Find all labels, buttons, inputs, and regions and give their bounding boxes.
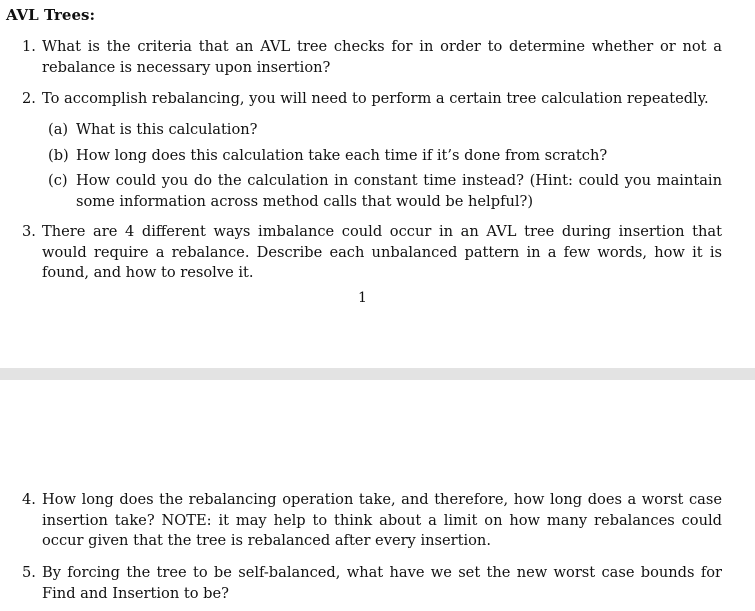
subpart-label: (c) — [48, 172, 68, 189]
question-2c — [48, 171, 722, 212]
question-text: What is the criteria that an AVL tree checks for in order to determine whether or not a rebalance is necessary upon insertion? — [42, 38, 722, 76]
question-text: To accomplish rebalancing, you will need to perform a certain tree calculation repeatedly. — [42, 90, 709, 107]
document-page-2 — [0, 380, 755, 611]
page-number: 1 — [358, 290, 367, 306]
question-2 — [22, 89, 722, 110]
question-text: There are 4 different ways imbalance could occur in an AVL tree during insertion that would require a rebalance. Describe each unbalanced pattern in a few words, how it is found, and how to resolve it. — [42, 223, 722, 281]
subpart-text: What is this calculation? — [76, 121, 258, 138]
question-number: 5. — [22, 564, 36, 581]
question-number: 3. — [22, 223, 36, 240]
subpart-label: (a) — [48, 121, 69, 138]
question-text: How long does the rebalancing operation take, and therefore, how long does a worst case insertion take? NOTE: it may help to think about a limit on how many rebalances could occur given that the tree is rebalanced after every insertion. — [42, 491, 722, 549]
question-5 — [22, 563, 722, 604]
section-title: AVL Trees: — [6, 6, 95, 24]
question-2b — [48, 146, 722, 167]
question-number: 1. — [22, 38, 36, 55]
question-text: By forcing the tree to be self-balanced, what have we set the new worst case bounds for Find and Insertion to be? — [42, 564, 722, 602]
subpart-text: How could you do the calculation in constant time instead? (Hint: could you maintain some information across method calls that would be helpful?) — [76, 172, 722, 210]
question-2a — [48, 120, 722, 141]
subpart-label: (b) — [48, 147, 69, 164]
page-separator — [0, 368, 755, 380]
question-3 — [22, 222, 722, 284]
question-number: 4. — [22, 491, 36, 508]
question-1 — [22, 37, 722, 78]
question-4 — [22, 490, 722, 552]
question-number: 2. — [22, 90, 36, 107]
subpart-text: How long does this calculation take each time if it’s done from scratch? — [76, 147, 608, 164]
